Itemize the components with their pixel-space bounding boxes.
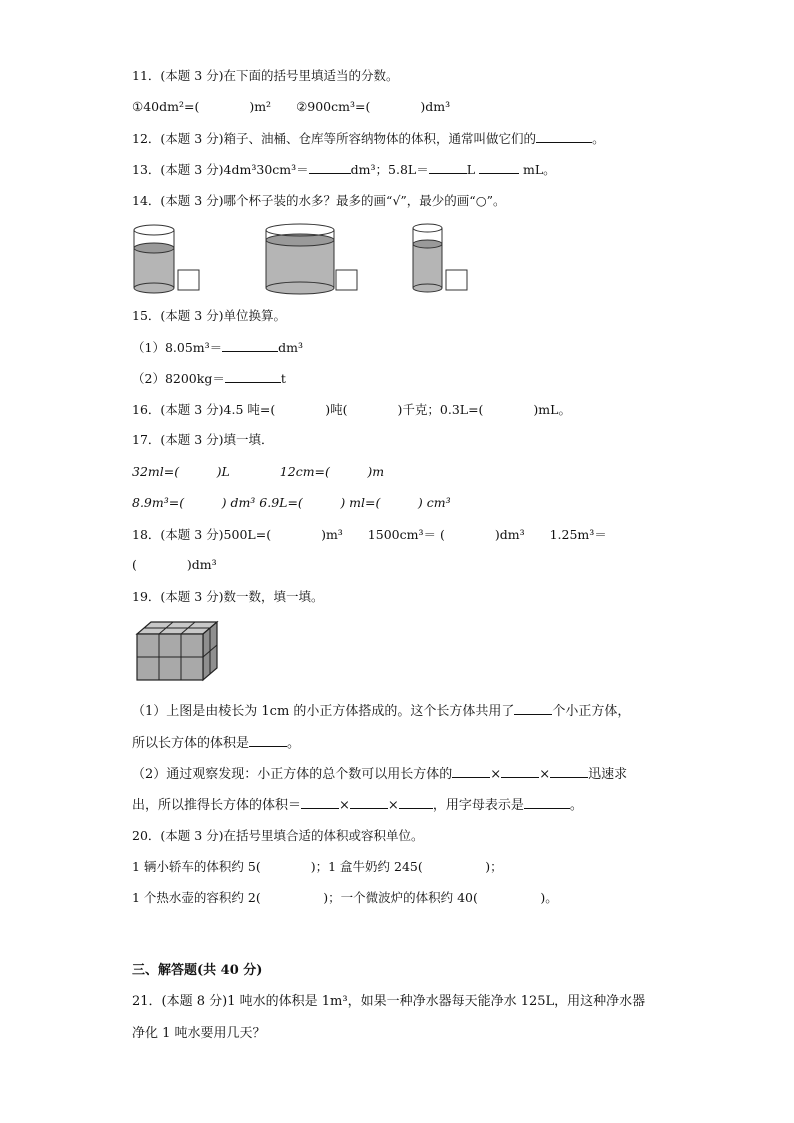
- q19-p1-text-d: 。: [287, 736, 301, 751]
- q13-text-b: dm³；5.8L＝: [350, 162, 429, 177]
- cup-2: [266, 224, 334, 294]
- q13-text-d: mL。: [522, 162, 556, 177]
- q19-blank-dim1[interactable]: [452, 766, 490, 778]
- q11-line1: ①40dm²=( )m² ②900cm³=( )dm³: [132, 99, 451, 114]
- q20-line2: 1 个热水壶的容积约 2( )；一个微波炉的体积约 40( )。: [132, 890, 558, 905]
- cup-3-answer-box[interactable]: [446, 270, 467, 290]
- q19-p2-text-c: 出，所以推得长方体的体积＝: [132, 798, 302, 813]
- q19-p1-text-c: 所以长方体的体积是: [132, 736, 250, 751]
- section-3-title: 三、解答题(共 40 分): [132, 963, 263, 978]
- q12: [132, 131, 605, 147]
- q15-blank-1[interactable]: [222, 340, 278, 352]
- q15-line2-text: （2）8200kg＝: [132, 371, 225, 386]
- cup-2-answer-box[interactable]: [336, 270, 357, 290]
- q19-part1-line1: [132, 703, 630, 720]
- q19-blank-formula2[interactable]: [350, 797, 388, 809]
- q19-p1-text-a: （1）上图是由棱长为 1cm 的小正方体搭成的。这个长方体共用了: [132, 704, 515, 719]
- q19-blank-formula3[interactable]: [399, 797, 433, 809]
- q19-blank-dim3[interactable]: [550, 766, 588, 778]
- q13-text-c: L: [466, 162, 476, 177]
- q20-line1: 1 辆小轿车的体积约 5( )；1 盒牛奶约 245( )；: [132, 859, 503, 874]
- q13-blank-2[interactable]: [429, 162, 467, 174]
- q13-blank-1[interactable]: [309, 162, 351, 174]
- q15-line1-text: （1）8.05m³＝: [132, 340, 223, 355]
- q19-blank-letters[interactable]: [524, 797, 570, 809]
- q19-p2-text-b: 迅速求: [588, 767, 628, 782]
- q21-line1: 21．(本题 8 分)1 吨水的体积是 1m³，如果一种净水器每天能净水 125L，用这种净水器: [132, 994, 646, 1009]
- q18-line2: ( )dm³: [132, 557, 217, 572]
- q13: [132, 162, 556, 178]
- times-sign: ×: [539, 767, 551, 782]
- q20-title: 20．(本题 3 分)在括号里填合适的体积或容积单位。: [132, 828, 424, 843]
- q15-title: 15．(本题 3 分)单位换算。: [132, 308, 287, 323]
- q19-p2-text-a: （2）通过观察发现：小正方体的总个数可以用长方体的: [132, 767, 453, 782]
- q18-line1: 18．(本题 3 分)500L=( )m³ 1500cm³＝ ( )dm³ 1.25m³＝: [132, 527, 607, 542]
- times-sign: ×: [339, 798, 350, 813]
- cup-1: [134, 225, 174, 293]
- q17-line2: 8.9m³=( ) dm³ 6.9L=( ) ml=( ) cm³: [132, 495, 451, 510]
- cups-figure: [130, 222, 475, 303]
- q15-line1-unit: dm³: [278, 340, 304, 355]
- q19-part2-line1: [132, 766, 627, 783]
- q19-p2-text-d: ，用字母表示是: [432, 798, 524, 813]
- times-sign: ×: [387, 798, 399, 813]
- q19-part2-line2: [132, 797, 583, 814]
- q12-end: 。: [592, 131, 605, 146]
- q13-blank-3[interactable]: [479, 162, 519, 174]
- q15-line2-unit: t: [280, 371, 286, 386]
- q19-blank-formula1[interactable]: [301, 797, 339, 809]
- q15-blank-2[interactable]: [225, 371, 281, 383]
- q17-title: 17．(本题 3 分)填一填．: [132, 432, 274, 447]
- q19-blank-count[interactable]: [514, 703, 552, 715]
- q12-text: 12．(本题 3 分)箱子、油桶、仓库等所容纳物体的体积，通常叫做它们的: [132, 131, 537, 146]
- q12-blank[interactable]: [536, 131, 592, 143]
- q21-line2: 净化 1 吨水要用几天？: [132, 1026, 266, 1041]
- q16-title: 16．(本题 3 分)4.5 吨=( )吨( )千克；0.3L=( )mL。: [132, 402, 571, 417]
- cup-3: [413, 224, 442, 292]
- q15-line2: [132, 371, 286, 387]
- q19-blank-dim2[interactable]: [501, 766, 539, 778]
- cup-1-answer-box[interactable]: [178, 270, 199, 290]
- times-sign: ×: [490, 767, 502, 782]
- q15-line1: [132, 340, 303, 356]
- q17-line1: 32ml=( )L 12cm=( )m: [132, 464, 385, 479]
- q19-p1-text-b: 个小正方体，: [552, 704, 631, 719]
- q13-text-a: 13．(本题 3 分)4dm³30cm³＝: [132, 162, 309, 177]
- cube-figure: [135, 620, 219, 685]
- q19-part1-line2: [132, 735, 300, 752]
- q11-title: 11．(本题 3 分)在下面的括号里填适当的分数。: [132, 68, 399, 83]
- q19-blank-volume[interactable]: [249, 735, 287, 747]
- q14-title: 14．(本题 3 分)哪个杯子装的水多？最多的画“√”，最少的画“○”。: [132, 193, 506, 208]
- q19-p2-text-e: 。: [569, 798, 583, 813]
- q19-title: 19．(本题 3 分)数一数，填一填。: [132, 589, 324, 604]
